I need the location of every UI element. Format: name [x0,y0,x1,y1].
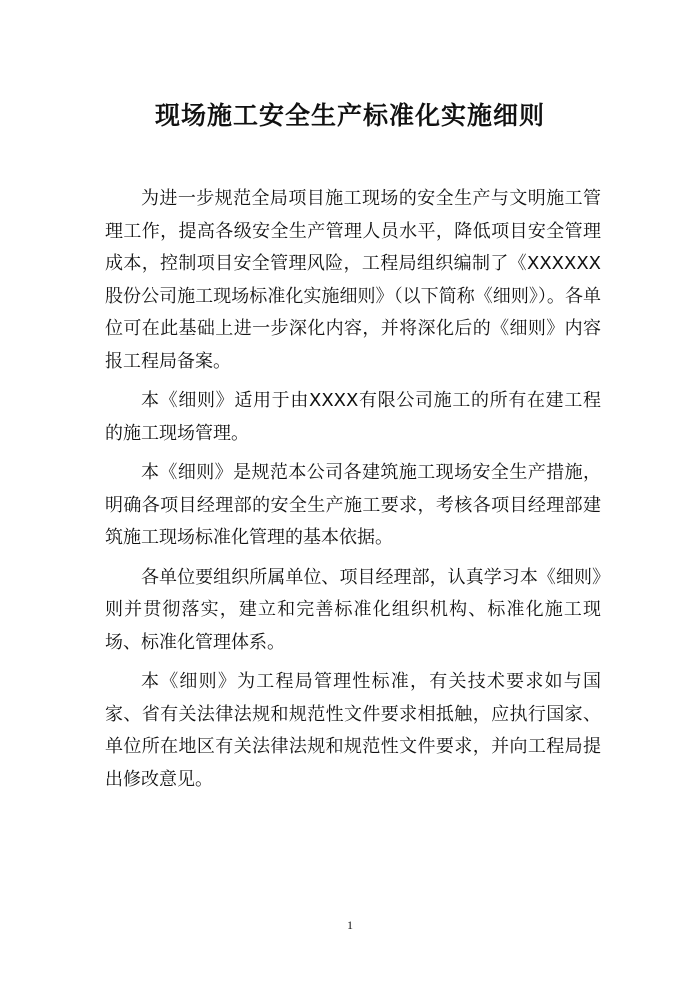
paragraph-precedence: 本《细则》为工程局管理性标准，有关技术要求如与国家、省有关法律法规和规范性文件要求相抵触，应执行国家、单位所在地区有关法律法规和规范性文件要求，并向工程局提出修改意见。 [105,671,601,790]
paragraph-scope: 本《细则》适用于由XXXX有限公司施工的所有在建工程的施工现场管理。 [105,390,601,444]
paragraph-implementation: 各单位要组织所属单位、项目经理部，认真学习本《细则》则并贯彻落实，建立和完善标准化组织机构、标准化施工现场、标准化管理体系。 [105,566,601,653]
page-number: 1 [347,918,353,932]
paragraph-purpose: 为进一步规范全局项目施工现场的安全生产与文明施工管理工作，提高各级安全生产管理人员水平，降低项目安全管理成本，控制项目安全管理风险，工程局组织编制了《XXXXXX股份公司施工现场标准化实施细则》（以下简称《细则》）。各单位可在此基础上进一步深化内容，并将深化后的《细则》内容报工程局备案。 [105,188,601,372]
document-title: 现场施工安全生产标准化实施细则 [154,101,545,130]
document-body [105,183,601,803]
paragraph-basis: 本《细则》是规范本公司各建筑施工现场安全生产措施，明确各项目经理部的安全生产施工要求，考核各项目经理部建筑施工现场标准化管理的基本依据。 [105,462,601,548]
